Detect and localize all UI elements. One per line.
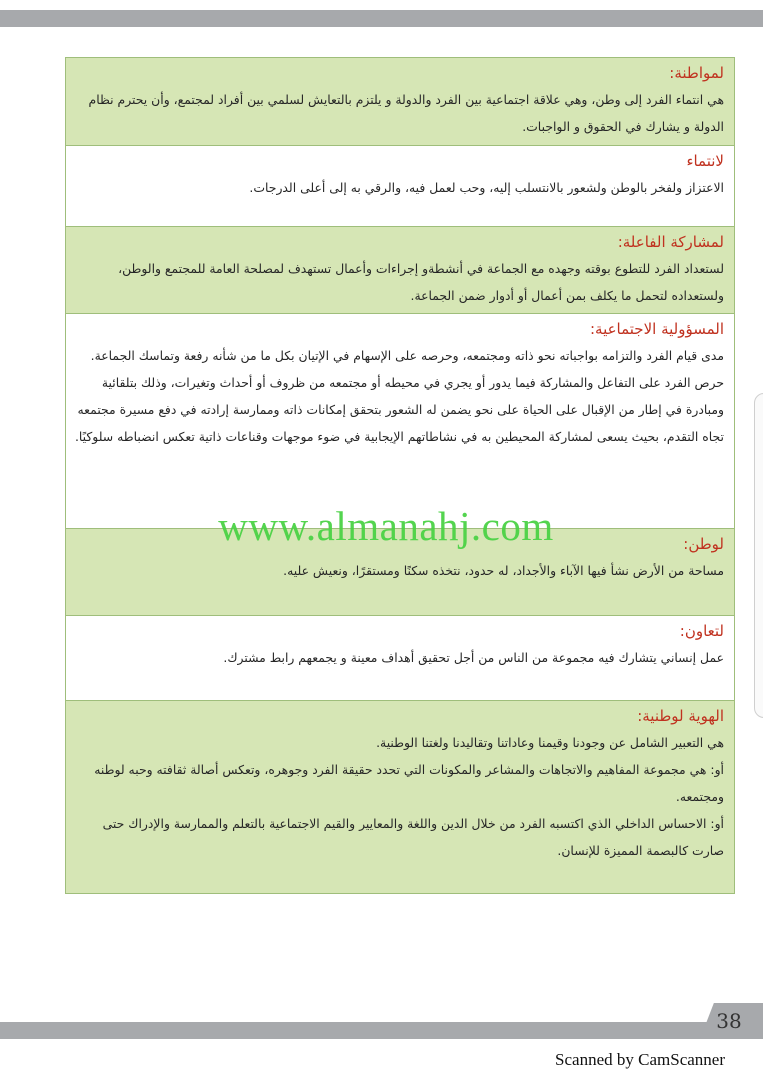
section-active-participation <box>66 227 734 314</box>
section-citizenship <box>66 58 734 146</box>
section-body <box>74 557 724 584</box>
section-body <box>74 342 724 450</box>
section-paragraph: الاعتزاز ولفخر بالوطن ولشعور بالانتسلب إليه، وحب لعمل فيه، والرقي به إلى أعلى الدرجات. <box>249 180 724 195</box>
section-cooperation <box>66 616 734 701</box>
section-body <box>74 174 724 201</box>
section-belonging <box>66 146 734 227</box>
section-paragraph: أو: هي مجموعة المفاهيم والاتجاهات والمشاعر والمكونات التي تحدد حقيقة الفرد وجوهره، وتعكس أصالة ثقافته وحبه لوطنه ومجتمعه. <box>94 762 724 804</box>
bottom-gray-band <box>0 1022 763 1039</box>
section-heading: لوطن: <box>683 535 724 553</box>
section-paragraph: عمل إنساني يتشارك فيه مجموعة من الناس من أجل تحقيق أهداف معينة و يجمعهم رابط مشترك. <box>223 650 724 665</box>
section-paragraph: مساحة من الأرض نشأ فيها الآباء والأجداد، له حدود، نتخذه سكنًا ومستقرًا، ونعيش عليه. <box>283 563 724 578</box>
section-heading: المسؤولية الاجتماعية: <box>589 320 724 338</box>
scanner-credit: Scanned by CamScanner <box>555 1050 725 1069</box>
section-social-responsibility <box>66 314 734 529</box>
section-paragraph: هي التعبير الشامل عن وجودنا وقيمنا وعاداتنا وتقاليدنا ولغتنا الوطنية. <box>376 735 724 750</box>
section-heading: لانتماء <box>686 152 724 170</box>
section-body <box>74 644 724 671</box>
side-scroll-mark <box>754 393 763 718</box>
section-paragraph: أو: الاحساس الداخلي الذي اكتسبه الفرد من خلال الدين واللغة والمعايير والقيم الاجتماعية بالتعلم والممارسة والإدراك حتى صارت كالبصمة المميزة للإنسان. <box>102 816 724 858</box>
section-body <box>74 255 724 309</box>
section-body <box>74 729 724 864</box>
section-heading: لمشاركة الفاعلة: <box>617 233 724 251</box>
section-heading: الهوية لوطنية: <box>637 707 724 725</box>
section-paragraph: مدى قيام الفرد والتزامه بواجباته نحو ذاته ومجتمعه، وحرصه على الإسهام في الإتيان بكل ما من شأنه رفعة وتماسك الجماعة. <box>90 348 724 363</box>
top-gray-band <box>0 10 763 27</box>
section-paragraph: حرص الفرد على التفاعل والمشاركة فيما يدور أو يجري في محيطه أو مجتمعه من ظروف أو أحداث وتغيرات، وذلك بتلقائية ومبادرة في إطار من الإقبال على الحياة على نحو يضمن له الشعور بتحقق إمكانات ذاته وممارسة إرادته في دفع مسيرة مجتمعه تجاه التقدم، بحيث يسعى لمشاركة المحيطين به في نشاطاتهم الإيجابية في ضوء موجهات وقناعات ذاتية تعكس انضباطه سلوكيًا. <box>74 375 724 444</box>
section-paragraph: هي انتماء الفرد إلى وطن، وهي علاقة اجتماعية بين الفرد والدولة و يلتزم بالتعايش لسلمي بين أفراد لمجتمع، وأن يحترم نظام الدولة و يشارك في الحقوق و الواجبات. <box>88 92 724 134</box>
page-number: 38 <box>716 1009 742 1033</box>
section-body <box>74 86 724 140</box>
section-national-identity <box>66 701 734 893</box>
watermark-text: www.almanahj.com <box>218 503 554 549</box>
section-heading: لتعاون: <box>679 622 724 640</box>
section-heading: لمواطنة: <box>669 64 724 82</box>
section-paragraph: لستعداد الفرد للتطوع بوقته وجهده مع الجماعة في أنشطةو إجراءات وأعمال تستهدف لمصلحة العامة للمجتمع والوطن، ولستعداده لتحمل ما يكلف بمن أعمال أو أدوار ضمن الجماعة. <box>118 261 724 303</box>
definitions-table <box>65 57 735 894</box>
